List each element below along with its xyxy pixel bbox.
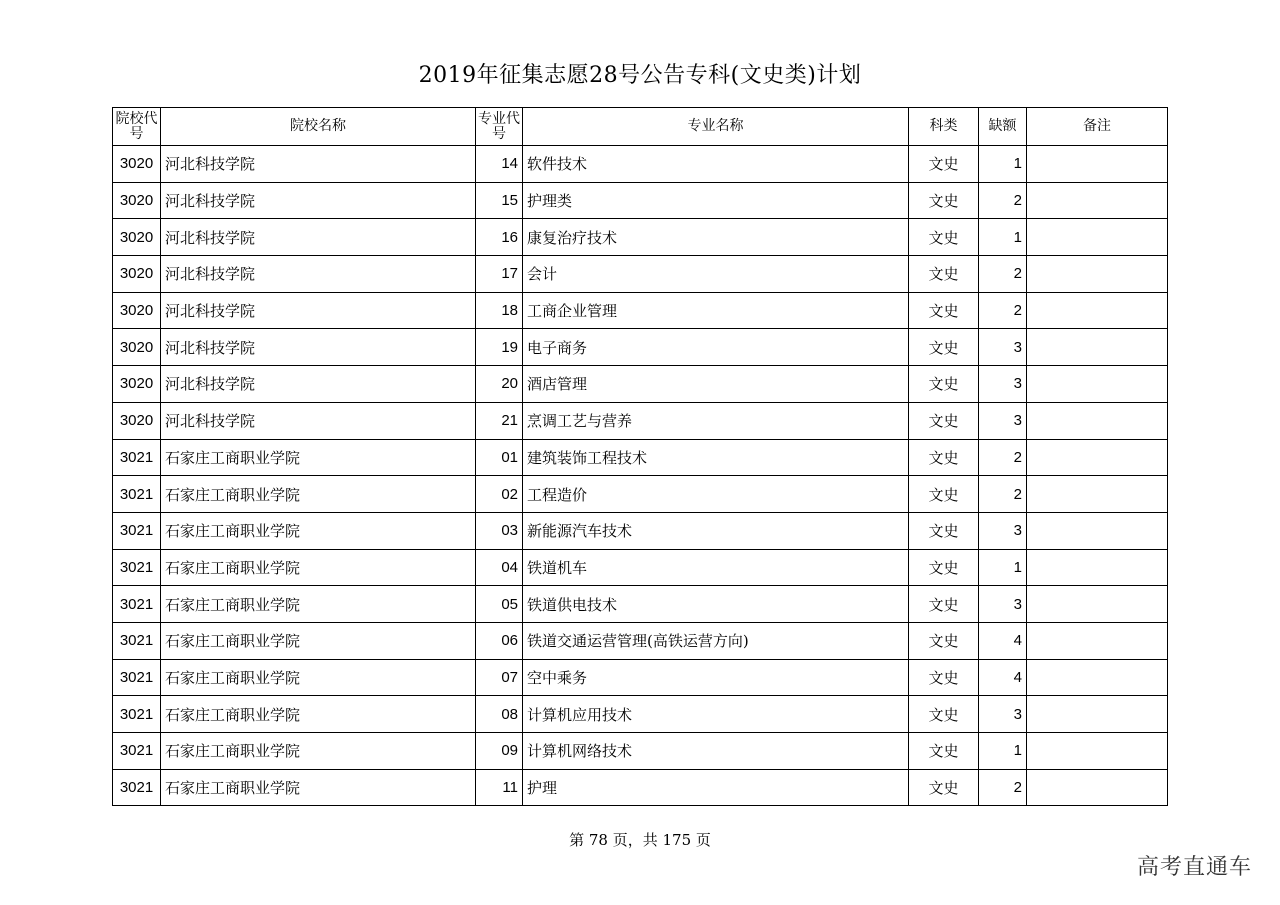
table-row <box>113 769 1168 806</box>
cell-major-name: 建筑装饰工程技术 <box>523 439 909 476</box>
cell-major-code: 08 <box>476 696 523 733</box>
cell-remarks <box>1027 659 1168 696</box>
cell-vacancy: 1 <box>979 219 1027 256</box>
cell-school-code: 3020 <box>113 256 161 293</box>
cell-school-name: 河北科技学院 <box>161 402 476 439</box>
cell-category: 文史 <box>909 439 979 476</box>
cell-vacancy: 2 <box>979 439 1027 476</box>
table-row <box>113 512 1168 549</box>
table-row <box>113 476 1168 513</box>
cell-school-code: 3020 <box>113 329 161 366</box>
cell-category: 文史 <box>909 292 979 329</box>
cell-major-code: 16 <box>476 219 523 256</box>
cell-major-code: 15 <box>476 182 523 219</box>
cell-category: 文史 <box>909 219 979 256</box>
cell-major-code: 14 <box>476 146 523 183</box>
cell-school-code: 3021 <box>113 512 161 549</box>
table-row <box>113 256 1168 293</box>
header-vacancy: 缺额 <box>979 108 1027 146</box>
cell-category: 文史 <box>909 659 979 696</box>
cell-remarks <box>1027 696 1168 733</box>
cell-school-name: 河北科技学院 <box>161 366 476 403</box>
cell-category: 文史 <box>909 146 979 183</box>
cell-major-name: 会计 <box>523 256 909 293</box>
cell-remarks <box>1027 402 1168 439</box>
cell-school-name: 石家庄工商职业学院 <box>161 696 476 733</box>
cell-remarks <box>1027 219 1168 256</box>
cell-major-name: 工商企业管理 <box>523 292 909 329</box>
cell-vacancy: 3 <box>979 366 1027 403</box>
header-category: 科类 <box>909 108 979 146</box>
cell-major-code: 05 <box>476 586 523 623</box>
cell-major-name: 空中乘务 <box>523 659 909 696</box>
cell-school-code: 3021 <box>113 476 161 513</box>
table-body <box>113 146 1168 806</box>
table-row <box>113 549 1168 586</box>
cell-remarks <box>1027 586 1168 623</box>
cell-category: 文史 <box>909 622 979 659</box>
page-footer: 第 78 页，共 175 页 <box>569 831 711 849</box>
cell-vacancy: 1 <box>979 733 1027 770</box>
cell-remarks <box>1027 182 1168 219</box>
table-row <box>113 659 1168 696</box>
cell-major-name: 康复治疗技术 <box>523 219 909 256</box>
cell-school-code: 3020 <box>113 402 161 439</box>
page-title: 2019年征集志愿28号公告专科(文史类)计划 <box>418 63 862 88</box>
cell-major-name: 计算机网络技术 <box>523 733 909 770</box>
cell-major-name: 烹调工艺与营养 <box>523 402 909 439</box>
cell-school-name: 石家庄工商职业学院 <box>161 769 476 806</box>
cell-vacancy: 2 <box>979 256 1027 293</box>
cell-vacancy: 3 <box>979 586 1027 623</box>
table-row <box>113 292 1168 329</box>
cell-major-code: 18 <box>476 292 523 329</box>
table-row <box>113 366 1168 403</box>
table-row <box>113 622 1168 659</box>
cell-category: 文史 <box>909 549 979 586</box>
table-row <box>113 329 1168 366</box>
cell-remarks <box>1027 476 1168 513</box>
table-row <box>113 586 1168 623</box>
cell-school-name: 河北科技学院 <box>161 329 476 366</box>
plan-table <box>112 107 1168 806</box>
cell-major-name: 电子商务 <box>523 329 909 366</box>
cell-school-code: 3021 <box>113 696 161 733</box>
cell-school-name: 河北科技学院 <box>161 182 476 219</box>
cell-category: 文史 <box>909 586 979 623</box>
cell-major-code: 09 <box>476 733 523 770</box>
cell-category: 文史 <box>909 256 979 293</box>
cell-category: 文史 <box>909 402 979 439</box>
cell-major-name: 软件技术 <box>523 146 909 183</box>
header-remarks: 备注 <box>1027 108 1168 146</box>
cell-major-name: 铁道交通运营管理(高铁运营方向) <box>523 622 909 659</box>
cell-category: 文史 <box>909 733 979 770</box>
cell-remarks <box>1027 292 1168 329</box>
cell-school-name: 河北科技学院 <box>161 219 476 256</box>
cell-remarks <box>1027 549 1168 586</box>
cell-category: 文史 <box>909 512 979 549</box>
cell-vacancy: 2 <box>979 182 1027 219</box>
cell-vacancy: 2 <box>979 292 1027 329</box>
cell-remarks <box>1027 769 1168 806</box>
cell-major-code: 11 <box>476 769 523 806</box>
cell-school-name: 石家庄工商职业学院 <box>161 512 476 549</box>
cell-major-name: 护理类 <box>523 182 909 219</box>
cell-remarks <box>1027 256 1168 293</box>
cell-vacancy: 3 <box>979 512 1027 549</box>
cell-school-name: 石家庄工商职业学院 <box>161 659 476 696</box>
cell-vacancy: 3 <box>979 696 1027 733</box>
cell-remarks <box>1027 366 1168 403</box>
header-major-name: 专业名称 <box>523 108 909 146</box>
cell-major-code: 21 <box>476 402 523 439</box>
cell-school-code: 3021 <box>113 549 161 586</box>
cell-school-code: 3021 <box>113 769 161 806</box>
cell-vacancy: 4 <box>979 622 1027 659</box>
cell-major-code: 01 <box>476 439 523 476</box>
cell-major-code: 06 <box>476 622 523 659</box>
cell-category: 文史 <box>909 329 979 366</box>
cell-remarks <box>1027 733 1168 770</box>
cell-category: 文史 <box>909 182 979 219</box>
cell-major-name: 酒店管理 <box>523 366 909 403</box>
cell-remarks <box>1027 622 1168 659</box>
cell-remarks <box>1027 512 1168 549</box>
cell-school-name: 石家庄工商职业学院 <box>161 476 476 513</box>
cell-vacancy: 2 <box>979 476 1027 513</box>
cell-remarks <box>1027 146 1168 183</box>
cell-category: 文史 <box>909 476 979 513</box>
header-school-code: 院校代号 <box>113 108 161 146</box>
cell-school-code: 3021 <box>113 733 161 770</box>
cell-school-name: 河北科技学院 <box>161 146 476 183</box>
watermark: 高考直通车 <box>1136 855 1252 880</box>
cell-major-code: 17 <box>476 256 523 293</box>
table-row <box>113 733 1168 770</box>
cell-vacancy: 2 <box>979 769 1027 806</box>
cell-school-code: 3020 <box>113 366 161 403</box>
cell-school-name: 石家庄工商职业学院 <box>161 586 476 623</box>
table-row <box>113 402 1168 439</box>
header-school-name: 院校名称 <box>161 108 476 146</box>
cell-major-code: 07 <box>476 659 523 696</box>
cell-category: 文史 <box>909 696 979 733</box>
cell-major-name: 铁道机车 <box>523 549 909 586</box>
cell-school-code: 3021 <box>113 622 161 659</box>
cell-remarks <box>1027 329 1168 366</box>
cell-school-name: 石家庄工商职业学院 <box>161 622 476 659</box>
cell-major-name: 计算机应用技术 <box>523 696 909 733</box>
cell-major-code: 02 <box>476 476 523 513</box>
cell-school-code: 3021 <box>113 659 161 696</box>
cell-vacancy: 1 <box>979 549 1027 586</box>
cell-school-code: 3020 <box>113 219 161 256</box>
cell-school-code: 3021 <box>113 586 161 623</box>
cell-school-code: 3020 <box>113 292 161 329</box>
cell-category: 文史 <box>909 769 979 806</box>
header-row <box>113 108 1168 146</box>
header-major-code: 专业代号 <box>476 108 523 146</box>
cell-major-name: 护理 <box>523 769 909 806</box>
cell-vacancy: 3 <box>979 402 1027 439</box>
cell-school-name: 石家庄工商职业学院 <box>161 733 476 770</box>
cell-remarks <box>1027 439 1168 476</box>
cell-vacancy: 1 <box>979 146 1027 183</box>
table-row <box>113 146 1168 183</box>
cell-school-code: 3020 <box>113 182 161 219</box>
cell-major-code: 03 <box>476 512 523 549</box>
cell-category: 文史 <box>909 366 979 403</box>
cell-major-name: 铁道供电技术 <box>523 586 909 623</box>
table-row <box>113 219 1168 256</box>
cell-major-name: 工程造价 <box>523 476 909 513</box>
cell-major-code: 19 <box>476 329 523 366</box>
cell-school-name: 石家庄工商职业学院 <box>161 549 476 586</box>
cell-major-code: 04 <box>476 549 523 586</box>
cell-school-name: 河北科技学院 <box>161 256 476 293</box>
cell-school-code: 3020 <box>113 146 161 183</box>
cell-vacancy: 4 <box>979 659 1027 696</box>
cell-school-name: 河北科技学院 <box>161 292 476 329</box>
cell-school-code: 3021 <box>113 439 161 476</box>
cell-major-code: 20 <box>476 366 523 403</box>
cell-vacancy: 3 <box>979 329 1027 366</box>
cell-school-name: 石家庄工商职业学院 <box>161 439 476 476</box>
table-row <box>113 439 1168 476</box>
table-row <box>113 182 1168 219</box>
table-row <box>113 696 1168 733</box>
cell-major-name: 新能源汽车技术 <box>523 512 909 549</box>
